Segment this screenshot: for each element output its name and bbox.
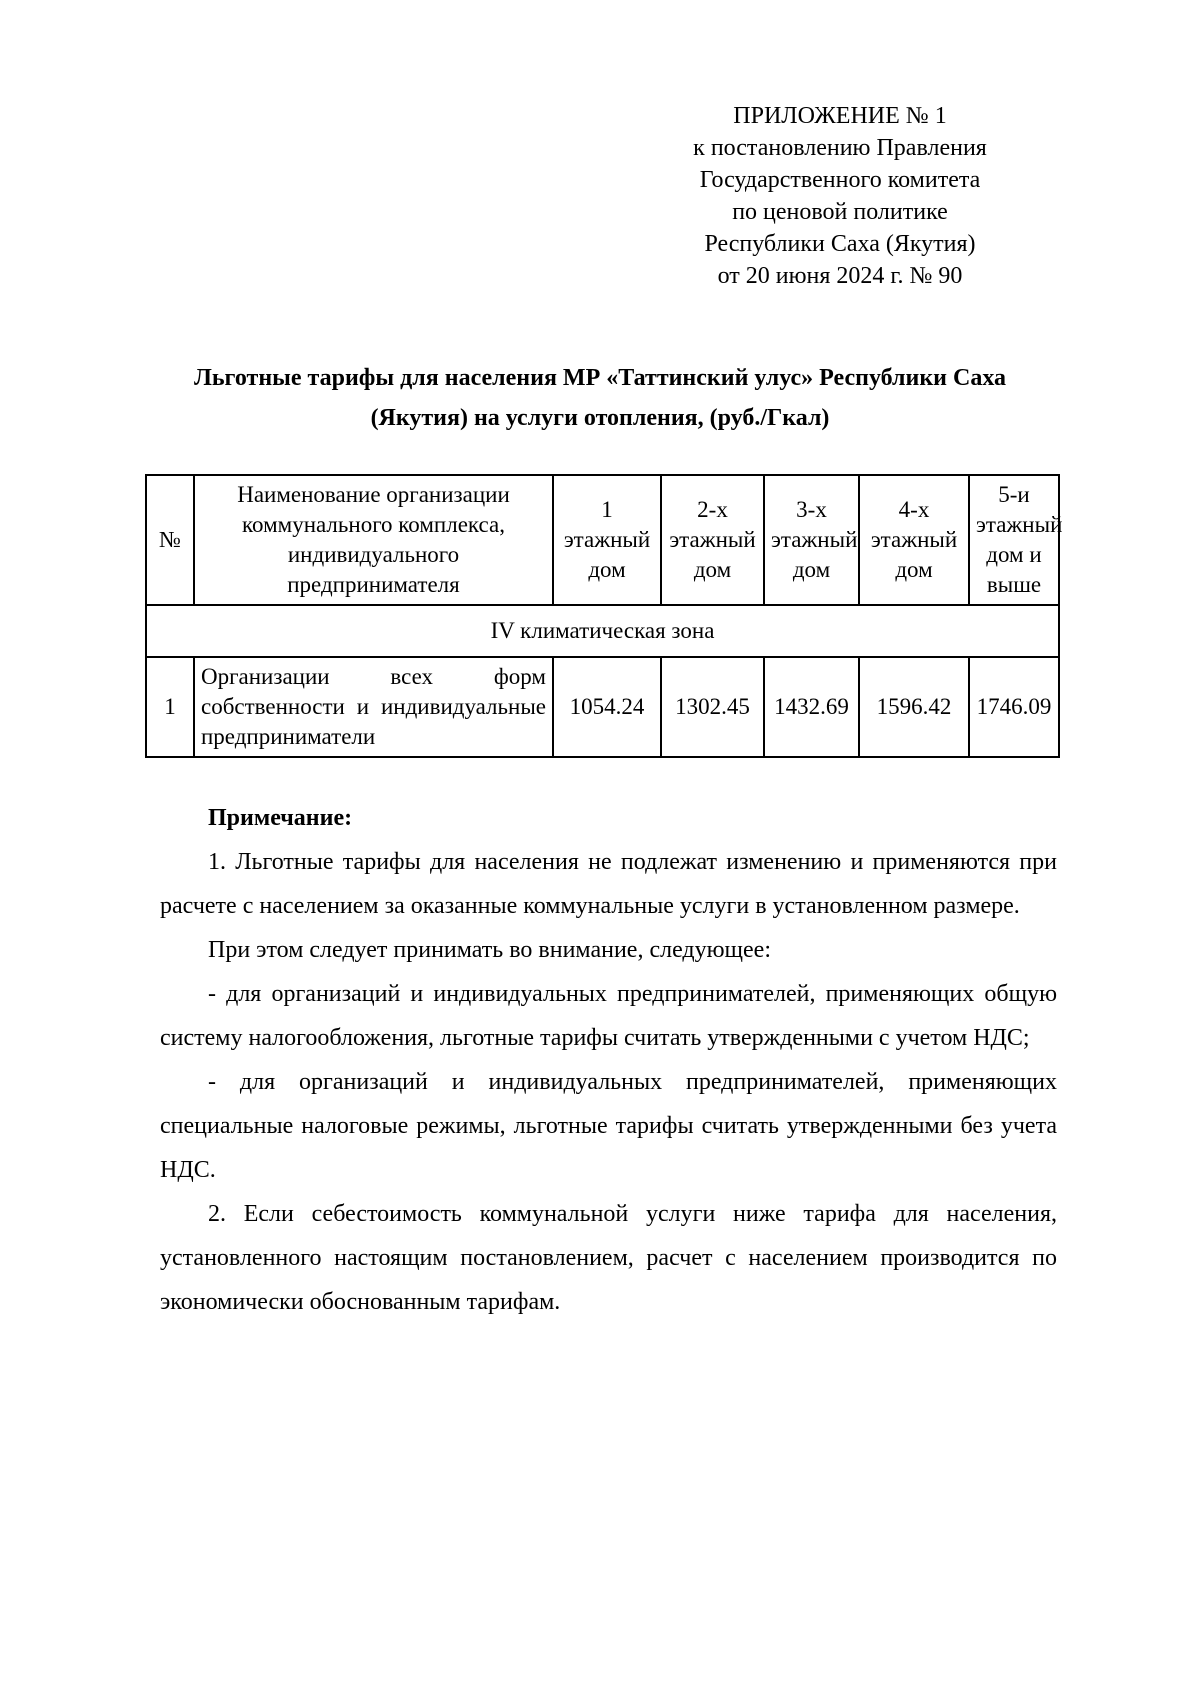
tariff-table — [145, 474, 1063, 758]
tariff-value-3-floor: 1432.69 — [764, 657, 859, 757]
tariff-value-4-floor: 1596.42 — [859, 657, 969, 757]
column-header-5-floor: 5-и этажный дом и выше — [969, 475, 1059, 605]
appendix-header-line: по ценовой политике — [732, 199, 948, 225]
tariff-value-1-floor: 1054.24 — [553, 657, 661, 757]
row-number-cell: 1 — [146, 657, 194, 757]
column-header-number: № — [146, 475, 194, 605]
appendix-header-line: ПРИЛОЖЕНИЕ № 1 — [733, 103, 947, 129]
tariff-value-5-floor: 1746.09 — [969, 657, 1059, 757]
column-header-org-name: Наименование организации коммунального комплекса, индивидуального предпринимателя — [194, 475, 553, 605]
appendix-header-line: к постановлению Правления — [693, 135, 987, 161]
appendix-header-line: Государственного комитета — [699, 167, 981, 193]
note-paragraph: 1. Льготные тарифы для населения не подлежат изменению и применяются при расчете с населением за оказанные коммунальные услуги в установленном размере. — [160, 849, 1057, 919]
notes-heading: Примечание: — [208, 805, 353, 831]
appendix-header-line: от 20 июня 2024 г. № 90 — [717, 263, 963, 289]
appendix-header — [610, 100, 1070, 292]
page-title: Льготные тарифы для населения МР «Таттинский улус» Республики Саха (Якутия) на услуги отопления, (руб./Гкал) — [193, 365, 1006, 431]
note-paragraph: 2. Если себестоимость коммунальной услуги ниже тарифа для населения, установленного настоящим постановлением, расчет с населением производится по экономически обоснованным тарифам. — [160, 1201, 1057, 1315]
table-header-row — [146, 475, 1059, 605]
climate-zone-label: IV климатическая зона — [146, 605, 1059, 657]
org-name-cell: Организации всех форм собственности и индивидуальные предприниматели — [194, 657, 553, 757]
note-paragraph: При этом следует принимать во внимание, следующее: — [208, 937, 772, 963]
column-header-4-floor: 4-х этажный дом — [859, 475, 969, 605]
table-row — [146, 657, 1059, 757]
note-paragraph: - для организаций и индивидуальных предпринимателей, применяющих общую систему налогообложения, льготные тарифы считать утвержденными с учетом НДС; — [160, 981, 1057, 1051]
column-header-2-floor: 2-х этажный дом — [661, 475, 764, 605]
climate-zone-row — [146, 605, 1059, 657]
column-header-1-floor: 1 этажный дом — [553, 475, 661, 605]
column-header-3-floor: 3-х этажный дом — [764, 475, 859, 605]
note-paragraph: - для организаций и индивидуальных предпринимателей, применяющих специальные налоговые режимы, льготные тарифы считать утвержденными без учета НДС. — [160, 1069, 1057, 1183]
tariff-value-2-floor: 1302.45 — [661, 657, 764, 757]
notes-section — [160, 796, 1057, 1324]
appendix-header-line: Республики Саха (Якутия) — [704, 231, 976, 257]
